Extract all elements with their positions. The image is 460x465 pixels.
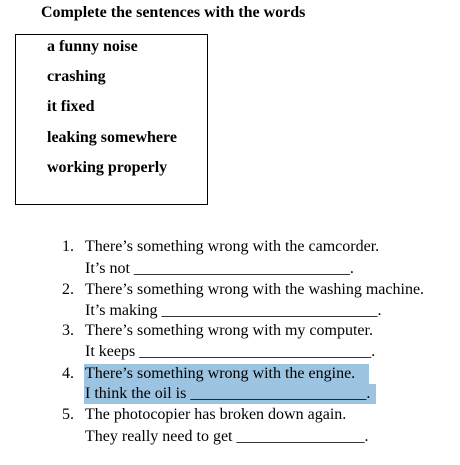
word-bank-item: a funny noise — [47, 38, 138, 55]
item-blank-line: It’s not ___________________________. — [85, 260, 354, 277]
item-number: 3. — [62, 322, 74, 339]
item-sentence: There’s something wrong with the washing machine. — [85, 281, 425, 298]
item-blank-line: It’s making ___________________________. — [85, 302, 382, 319]
item-number: 5. — [62, 406, 74, 423]
item-number: 2. — [62, 281, 74, 298]
item-blank-line: They really need to get ________________. — [85, 428, 369, 445]
item-sentence: There’s something wrong with the camcorder. — [85, 238, 380, 255]
item-number: 1. — [62, 238, 74, 255]
word-bank-item: working properly — [47, 159, 168, 176]
word-bank-item: crashing — [47, 68, 106, 85]
item-blank-line: I think the oil is ______________________. — [85, 385, 371, 402]
item-blank-line: It keeps _____________________________. — [85, 343, 376, 360]
item-sentence: There’s something wrong with the engine. — [85, 365, 356, 382]
word-bank-item: leaking somewhere — [47, 129, 177, 146]
instruction-heading: Complete the sentences with the words — [41, 4, 306, 21]
item-sentence: There’s something wrong with my computer. — [85, 322, 373, 339]
word-bank-item: it fixed — [47, 98, 95, 115]
item-number: 4. — [62, 365, 74, 382]
item-sentence: The photocopier has broken down again. — [85, 406, 347, 423]
